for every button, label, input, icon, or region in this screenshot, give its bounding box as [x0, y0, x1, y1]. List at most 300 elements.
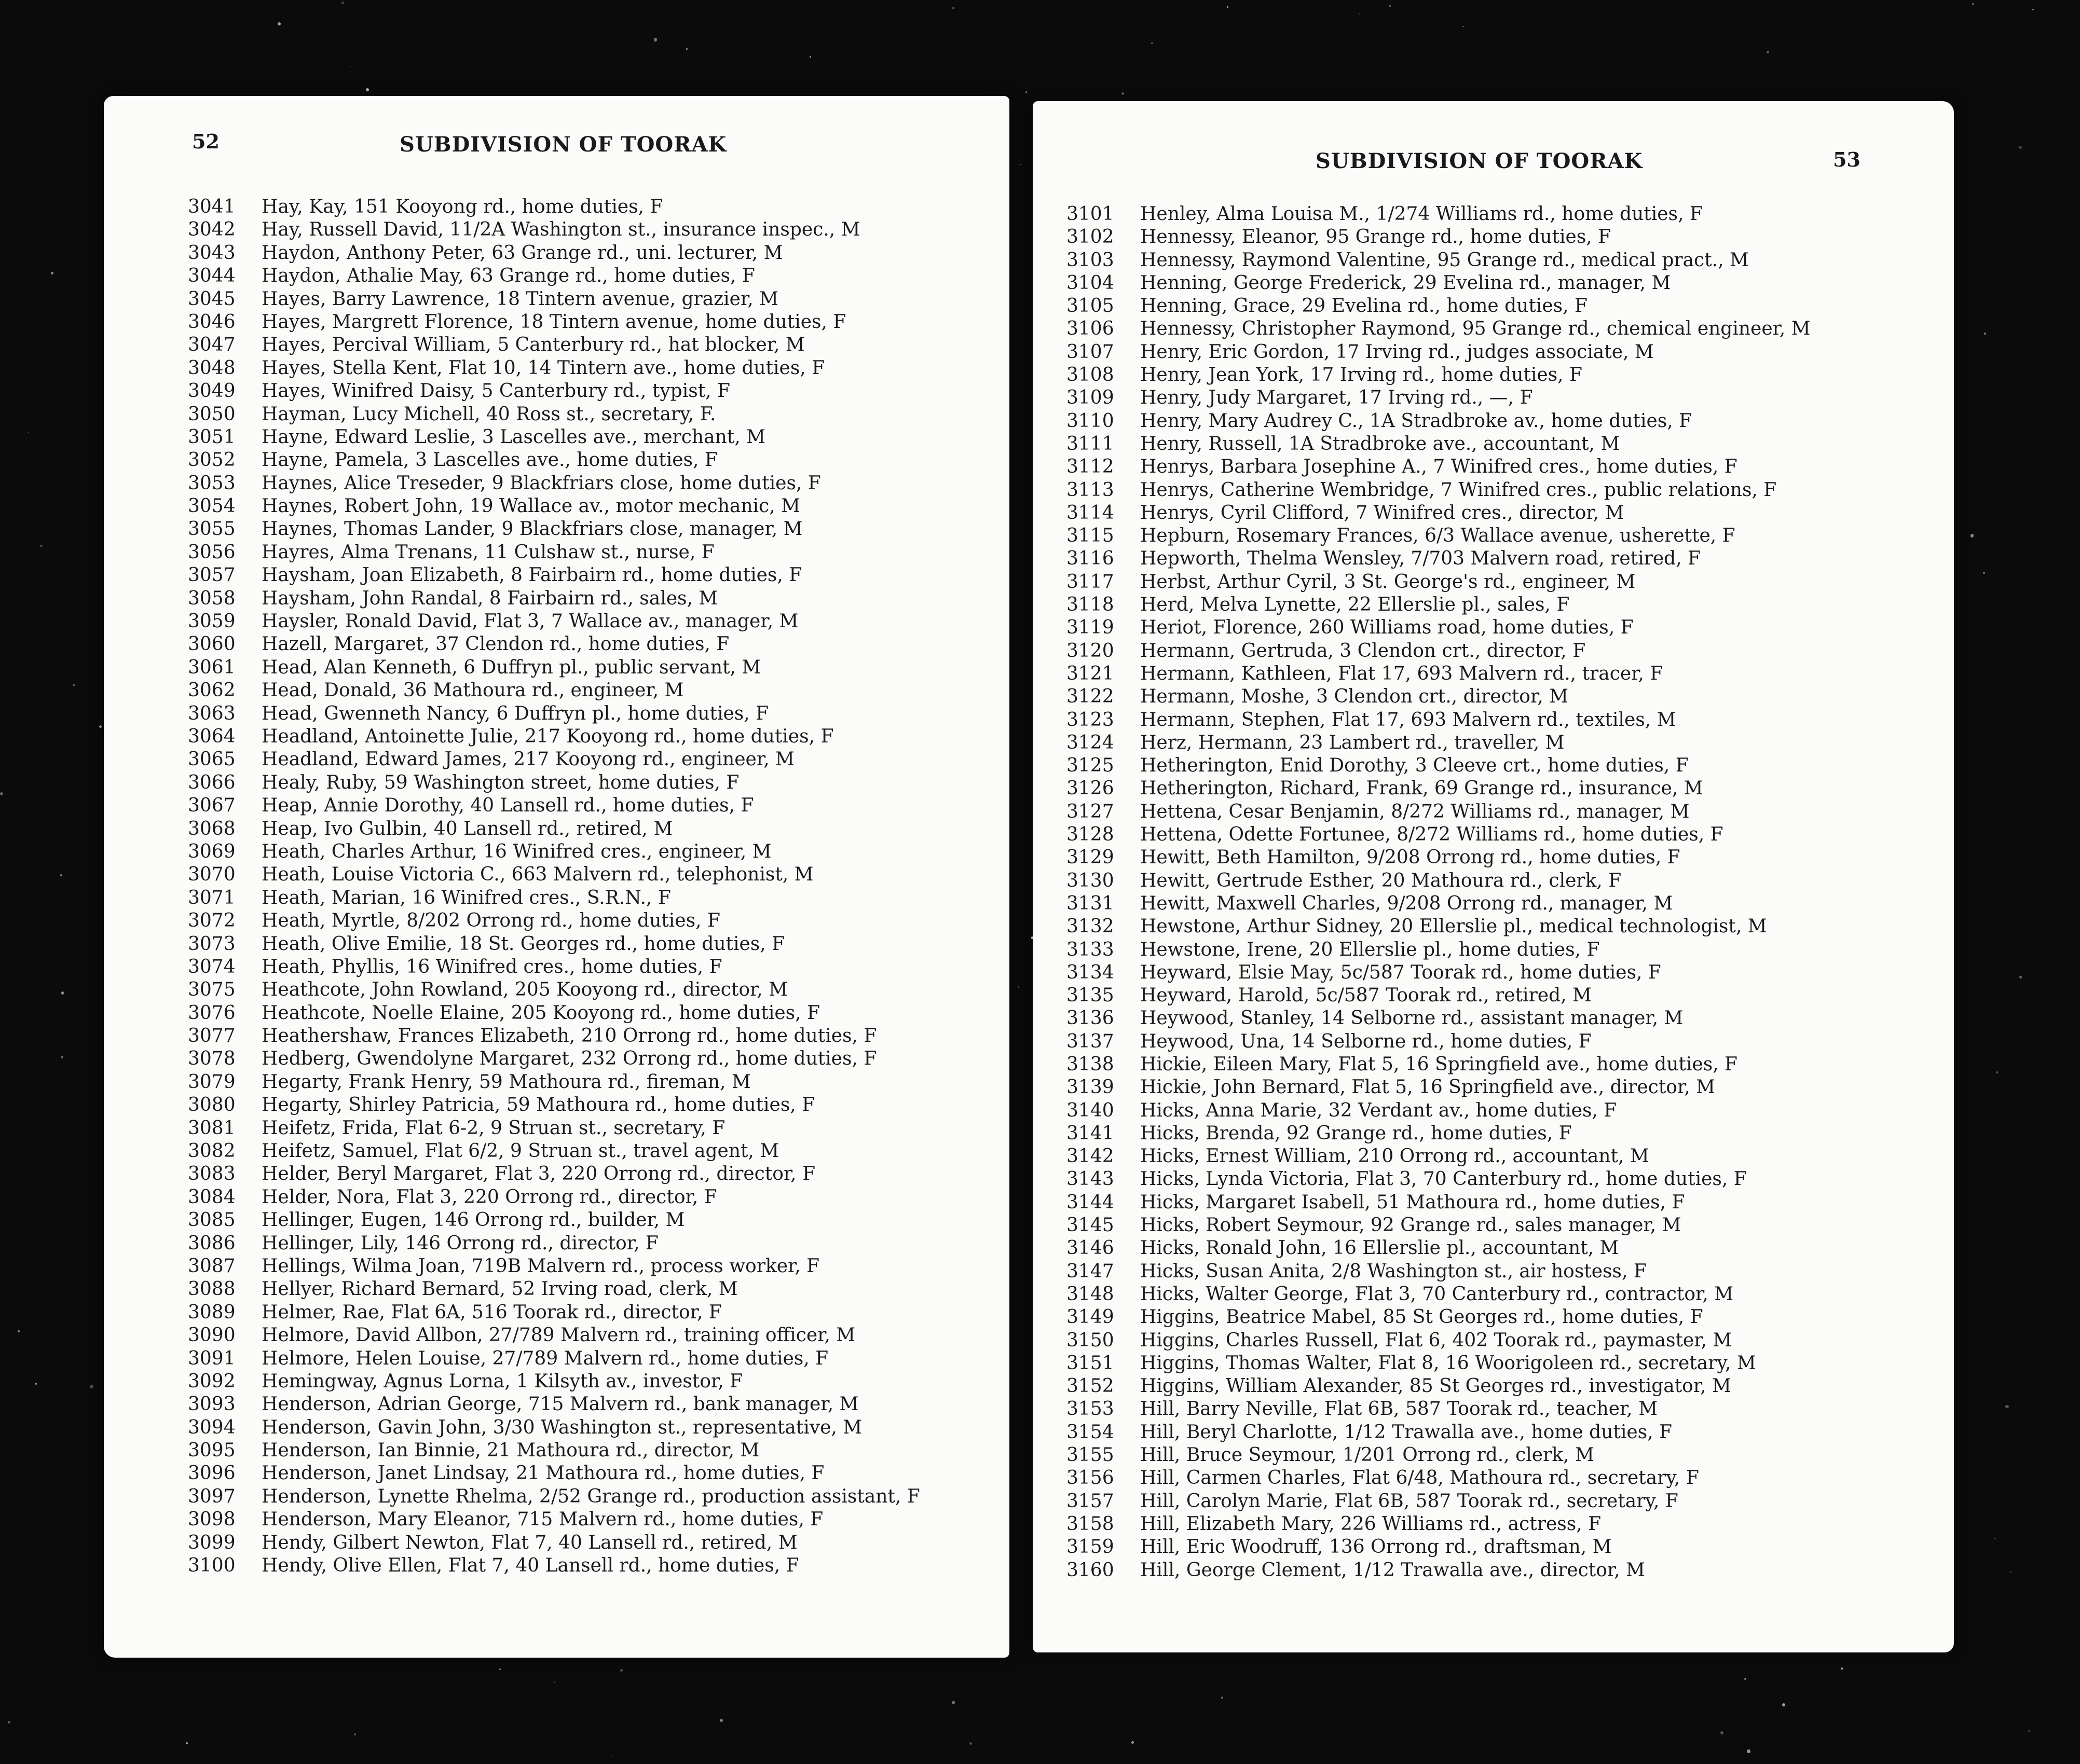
entry-text: Hicks, Brenda, 92 Grange rd., home duties, F [1140, 1122, 1572, 1144]
entry-number: 3111 [1066, 433, 1114, 454]
list-item [1033, 295, 1954, 318]
entry-text: Hayne, Pamela, 3 Lascelles ave., home duties, F [262, 449, 718, 471]
list-item [104, 1462, 1009, 1485]
entry-text: Hickie, John Bernard, Flat 5, 16 Springfield ave., director, M [1140, 1077, 1715, 1098]
entry-number: 3048 [188, 357, 236, 379]
film-grain-speck [1462, 26, 1464, 27]
entry-number: 3076 [188, 1002, 236, 1024]
list-item [1033, 939, 1954, 961]
entry-number: 3137 [1066, 1030, 1114, 1052]
entry-text: Higgins, William Alexander, 85 St Georges rd., investigator, M [1140, 1375, 1731, 1397]
film-grain-speck [1994, 1538, 1996, 1539]
list-item [1033, 846, 1954, 869]
film-grain-speck [1221, 1697, 1223, 1698]
entry-number: 3062 [188, 680, 236, 701]
list-item [1033, 1352, 1954, 1375]
entry-text: Hermann, Stephen, Flat 17, 693 Malvern rd., textiles, M [1140, 709, 1676, 731]
entry-text: Hellinger, Lily, 146 Orrong rd., director, F [262, 1232, 659, 1254]
film-grain-speck [51, 272, 54, 275]
list-item [104, 818, 1009, 840]
entry-text: Hicks, Ronald John, 16 Ellerslie pl., accountant, M [1140, 1237, 1619, 1259]
entry-text: Henry, Jean York, 17 Irving rd., home duties, F [1140, 364, 1582, 386]
film-grain-speck [1841, 1667, 1843, 1670]
entry-text: Hermann, Kathleen, Flat 17, 693 Malvern rd., tracer, F [1140, 663, 1663, 684]
entry-text: Heathcote, Noelle Elaine, 205 Kooyong rd., home duties, F [262, 1002, 820, 1024]
entry-text: Haysham, Joan Elizabeth, 8 Fairbairn rd., home duties, F [262, 564, 802, 586]
entry-text: Herz, Hermann, 23 Lambert rd., traveller, M [1140, 732, 1565, 753]
list-item [104, 518, 1009, 541]
list-item [104, 679, 1009, 702]
entry-number: 3105 [1066, 295, 1114, 317]
entry-number: 3126 [1066, 778, 1114, 800]
entry-number: 3086 [188, 1232, 236, 1254]
entry-number: 3104 [1066, 272, 1114, 294]
entry-number: 3063 [188, 702, 236, 724]
list-item [104, 748, 1009, 771]
entry-text: Hennessy, Eleanor, 95 Grange rd., home duties, F [1140, 226, 1611, 248]
entry-number: 3130 [1066, 870, 1114, 891]
entry-text: Henning, Grace, 29 Evelina rd., home duties, F [1140, 295, 1588, 317]
film-grain-speck [2010, 1572, 2011, 1573]
entry-number: 3148 [1066, 1283, 1114, 1305]
entry-text: Heath, Louise Victoria C., 663 Malvern rd., telephonist, M [262, 864, 814, 886]
film-grain-speck [1359, 13, 1360, 15]
entry-number: 3054 [188, 495, 236, 517]
list-item [104, 1255, 1009, 1278]
entry-number: 3103 [1066, 249, 1114, 271]
list-item [104, 656, 1009, 679]
list-item [104, 702, 1009, 725]
entry-number: 3060 [188, 633, 236, 655]
entry-number: 3121 [1066, 663, 1114, 684]
list-item [104, 725, 1009, 748]
entry-number: 3125 [1066, 755, 1114, 777]
film-grain-speck [350, 66, 351, 67]
entry-text: Haysham, John Randal, 8 Fairbairn rd., sales, M [262, 587, 718, 609]
entry-number: 3072 [188, 910, 236, 932]
entry-text: Hicks, Lynda Victoria, Flat 3, 70 Canterbury rd., home duties, F [1140, 1168, 1747, 1190]
list-item [104, 1554, 1009, 1577]
film-grain-speck [0, 792, 3, 795]
entry-text: Higgins, Beatrice Mabel, 85 St Georges rd., home duties, F [1140, 1306, 1703, 1328]
entry-number: 3109 [1066, 387, 1114, 409]
film-grain-speck [1970, 534, 1974, 537]
film-grain-speck [1767, 51, 1769, 53]
entry-number: 3146 [1066, 1237, 1114, 1259]
entry-number: 3157 [1066, 1490, 1114, 1512]
entry-number: 3079 [188, 1071, 236, 1093]
film-grain-speck [28, 432, 30, 433]
entry-number: 3114 [1066, 502, 1114, 523]
entry-number: 3154 [1066, 1421, 1114, 1443]
film-grain-speck [1020, 164, 1021, 165]
entry-text: Herbst, Arthur Cyril, 3 St. George's rd., engineer, M [1140, 571, 1636, 592]
film-grain-speck [2019, 146, 2022, 149]
page-header: SUBDIVISION OF TOORAK [400, 132, 727, 157]
entry-text: Heathcote, John Rowland, 205 Kooyong rd., director, M [262, 979, 788, 1001]
entry-text: Helder, Nora, Flat 3, 220 Orrong rd., director, F [262, 1186, 717, 1208]
entry-number: 3075 [188, 979, 236, 1001]
entry-text: Helmore, David Allbon, 27/789 Malvern rd., training officer, M [262, 1325, 856, 1346]
list-item [104, 771, 1009, 794]
entry-text: Hill, Bruce Seymour, 1/201 Orrong rd., clerk, M [1140, 1444, 1594, 1466]
entry-text: Heath, Olive Emilie, 18 St. Georges rd., home duties, F [262, 933, 785, 955]
film-grain-speck [1131, 1741, 1134, 1744]
entry-number: 3067 [188, 795, 236, 817]
list-item [104, 1278, 1009, 1301]
entry-number: 3068 [188, 818, 236, 839]
list-item [1033, 685, 1954, 708]
entry-number: 3085 [188, 1209, 236, 1231]
entry-text: Hettena, Cesar Benjamin, 8/272 Williams rd., manager, M [1140, 801, 1690, 822]
list-item [104, 1508, 1009, 1531]
list-item [104, 887, 1009, 909]
entry-text: Hepburn, Rosemary Frances, 6/3 Wallace avenue, usherette, F [1140, 525, 1735, 547]
list-item [104, 1301, 1009, 1324]
entry-number: 3118 [1066, 594, 1114, 616]
film-grain-speck [366, 88, 370, 92]
entry-number: 3108 [1066, 364, 1114, 386]
entry-number: 3093 [188, 1394, 236, 1415]
entry-text: Higgins, Thomas Walter, Flat 8, 16 Woorigoleen rd., secretary, M [1140, 1352, 1756, 1374]
list-item [1033, 1375, 1954, 1398]
entry-text: Hennessy, Raymond Valentine, 95 Grange rd., medical pract., M [1140, 249, 1749, 271]
entry-number: 3080 [188, 1094, 236, 1116]
film-grain-speck [341, 2, 344, 4]
entry-text: Hewitt, Maxwell Charles, 9/208 Orrong rd., manager, M [1140, 892, 1673, 914]
list-item [104, 863, 1009, 886]
entry-text: Hetherington, Richard, Frank, 69 Grange rd., insurance, M [1140, 778, 1703, 800]
entry-text: Henderson, Ian Binnie, 21 Mathoura rd., director, M [262, 1440, 760, 1462]
entry-number: 3133 [1066, 939, 1114, 960]
right-page [1033, 101, 1954, 1652]
entry-number: 3120 [1066, 640, 1114, 662]
entry-number: 3052 [188, 449, 236, 471]
entry-text: Hennessy, Christopher Raymond, 95 Grange rd., chemical engineer, M [1140, 318, 1811, 340]
entry-number: 3115 [1066, 525, 1114, 547]
entry-text: Hepworth, Thelma Wensley, 7/703 Malvern road, retired, F [1140, 548, 1701, 570]
film-grain-speck [1972, 3, 1974, 5]
entry-text: Heath, Marian, 16 Winifred cres., S.R.N., F [262, 887, 671, 908]
entry-number: 3045 [188, 288, 236, 310]
entry-number: 3057 [188, 564, 236, 586]
entry-text: Heifetz, Frida, Flat 6-2, 9 Struan st., secretary, F [262, 1117, 726, 1139]
entry-text: Heap, Annie Dorothy, 40 Lansell rd., home duties, F [262, 795, 754, 817]
entry-text: Hayes, Barry Lawrence, 18 Tintern avenue, grazier, M [262, 288, 778, 310]
entry-text: Hill, Beryl Charlotte, 1/12 Trawalla ave., home duties, F [1140, 1421, 1673, 1443]
film-grain-speck [2028, 1730, 2030, 1732]
entry-text: Henley, Alma Louisa M., 1/274 Williams rd., home duties, F [1140, 203, 1703, 225]
list-item [1033, 1007, 1954, 1030]
entry-text: Hegarty, Shirley Patricia, 59 Mathoura rd., home duties, F [262, 1094, 815, 1116]
film-grain-speck [35, 1383, 37, 1385]
entry-text: Hicks, Robert Seymour, 92 Grange rd., sales manager, M [1140, 1215, 1681, 1236]
list-item [1033, 1237, 1954, 1260]
electoral-roll-list [104, 196, 1009, 1577]
film-grain-speck [60, 874, 62, 876]
entry-number: 3119 [1066, 617, 1114, 639]
list-item [104, 1140, 1009, 1163]
entry-number: 3128 [1066, 824, 1114, 846]
list-item [1033, 1559, 1954, 1582]
list-item [104, 218, 1009, 241]
film-grain-speck [1121, 92, 1124, 94]
film-grain-speck [969, 1742, 972, 1745]
entry-text: Henry, Russell, 1A Stradbroke ave., accountant, M [1140, 433, 1620, 454]
list-item [1033, 870, 1954, 892]
list-item [104, 265, 1009, 287]
entry-text: Henderson, Janet Lindsay, 21 Mathoura rd., home duties, F [262, 1463, 825, 1484]
entry-text: Hermann, Gertruda, 3 Clendon crt., director, F [1140, 640, 1586, 662]
entry-text: Hill, Carolyn Marie, Flat 6B, 587 Toorak rd., secretary, F [1140, 1490, 1678, 1512]
film-grain-speck [1747, 1749, 1750, 1753]
list-item [1033, 1467, 1954, 1490]
list-item [1033, 547, 1954, 570]
entry-text: Henderson, Mary Eleanor, 715 Malvern rd., home duties, F [262, 1509, 824, 1531]
entry-text: Hetherington, Enid Dorothy, 3 Cleeve crt., home duties, F [1140, 755, 1689, 777]
entry-number: 3156 [1066, 1467, 1114, 1489]
list-item [104, 1439, 1009, 1462]
entry-number: 3142 [1066, 1146, 1114, 1167]
entry-number: 3101 [1066, 203, 1114, 225]
film-grain-speck [90, 1385, 93, 1388]
film-grain-speck [952, 1701, 955, 1704]
entry-text: Hill, Elizabeth Mary, 226 Williams rd., actress, F [1140, 1513, 1602, 1535]
entry-text: Hazell, Margaret, 37 Clendon rd., home duties, F [262, 633, 730, 655]
entry-text: Hayes, Percival William, 5 Canterbury rd., hat blocker, M [262, 334, 805, 356]
list-item [104, 933, 1009, 956]
entry-number: 3078 [188, 1048, 236, 1070]
entry-text: Hicks, Ernest William, 210 Orrong rd., accountant, M [1140, 1146, 1649, 1167]
entry-number: 3077 [188, 1025, 236, 1047]
entry-number: 3047 [188, 334, 236, 356]
entry-number: 3042 [188, 219, 236, 241]
list-item [1033, 1421, 1954, 1444]
entry-text: Hermann, Moshe, 3 Clendon crt., director, M [1140, 686, 1568, 708]
entry-number: 3074 [188, 956, 236, 977]
list-item [104, 449, 1009, 472]
entry-text: Head, Alan Kenneth, 6 Duffryn pl., public servant, M [262, 656, 761, 678]
list-item [104, 1094, 1009, 1117]
list-item [104, 196, 1009, 218]
entry-text: Hedberg, Gwendolyne Margaret, 232 Orrong rd., home duties, F [262, 1048, 877, 1070]
list-item [104, 426, 1009, 449]
entry-number: 3091 [188, 1347, 236, 1369]
entry-number: 3123 [1066, 709, 1114, 731]
entry-text: Henry, Eric Gordon, 17 Irving rd., judges associate, M [1140, 341, 1654, 363]
entry-text: Henderson, Lynette Rhelma, 2/52 Grange rd., production assistant, F [262, 1485, 920, 1507]
entry-text: Henderson, Gavin John, 3/30 Washington st., representative, M [262, 1416, 863, 1438]
entry-number: 3131 [1066, 892, 1114, 914]
list-item [1033, 203, 1954, 226]
film-grain-speck [1744, 1678, 1746, 1680]
entry-text: Hettena, Odette Fortunee, 8/272 Williams rd., home duties, F [1140, 824, 1723, 846]
entry-number: 3122 [1066, 686, 1114, 708]
list-item [104, 1117, 1009, 1140]
list-item [1033, 823, 1954, 846]
entry-number: 3082 [188, 1140, 236, 1162]
entry-text: Hicks, Walter George, Flat 3, 70 Canterbury rd., contractor, M [1140, 1283, 1734, 1305]
list-item [1033, 1122, 1954, 1145]
list-item [1033, 616, 1954, 639]
entry-text: Henning, George Frederick, 29 Evelina rd., manager, M [1140, 272, 1671, 294]
entry-text: Hewstone, Arthur Sidney, 20 Ellerslie pl., medical technologist, M [1140, 916, 1767, 938]
film-grain-speck [499, 1669, 501, 1670]
entry-number: 3144 [1066, 1191, 1114, 1213]
entry-number: 3135 [1066, 985, 1114, 1007]
list-item [104, 1532, 1009, 1554]
film-grain-speck [1983, 572, 1985, 574]
entry-number: 3141 [1066, 1122, 1114, 1144]
list-item [104, 541, 1009, 564]
list-item [1033, 754, 1954, 777]
entry-number: 3145 [1066, 1215, 1114, 1236]
list-item [1033, 1145, 1954, 1168]
entry-number: 3152 [1066, 1375, 1114, 1397]
page-header: SUBDIVISION OF TOORAK [1316, 149, 1643, 173]
film-grain-speck [73, 684, 75, 686]
entry-number: 3089 [188, 1301, 236, 1323]
list-item [1033, 318, 1954, 340]
film-grain-speck [99, 725, 102, 728]
film-grain-speck [1227, 6, 1228, 8]
entry-text: Heyward, Harold, 5c/587 Toorak rd., retired, M [1140, 985, 1592, 1007]
list-item [104, 1186, 1009, 1209]
entry-text: Haynes, Robert John, 19 Wallace av., motor mechanic, M [262, 495, 800, 517]
film-grain-speck [810, 56, 811, 58]
list-item [104, 1163, 1009, 1186]
list-item [1033, 1260, 1954, 1283]
entry-number: 3070 [188, 864, 236, 886]
entry-number: 3065 [188, 749, 236, 770]
list-item [104, 1416, 1009, 1439]
entry-text: Headland, Antoinette Julie, 217 Kooyong rd., home duties, F [262, 725, 834, 747]
list-item [104, 1071, 1009, 1094]
entry-text: Hill, Barry Neville, Flat 6B, 587 Toorak rd., teacher, M [1140, 1398, 1658, 1420]
entry-number: 3073 [188, 933, 236, 955]
film-grain-speck [1031, 936, 1034, 939]
entry-number: 3160 [1066, 1559, 1114, 1581]
entry-text: Hayman, Lucy Michell, 40 Ross st., secretary, F. [262, 403, 716, 425]
entry-number: 3159 [1066, 1536, 1114, 1558]
list-item [104, 610, 1009, 633]
list-item [1033, 1191, 1954, 1214]
list-item [104, 1393, 1009, 1416]
entry-text: Haynes, Thomas Lander, 9 Blackfriars close, manager, M [262, 518, 803, 540]
entry-text: Hayne, Edward Leslie, 3 Lascelles ave., merchant, M [262, 426, 765, 448]
film-grain-speck [720, 1719, 723, 1722]
entry-text: Hellinger, Eugen, 146 Orrong rd., builder, M [262, 1209, 685, 1231]
list-item [104, 587, 1009, 610]
entry-number: 3055 [188, 518, 236, 540]
film-grain-speck [1025, 91, 1027, 93]
entry-number: 3087 [188, 1255, 236, 1277]
film-grain-speck [18, 1330, 20, 1332]
list-item [1033, 1306, 1954, 1329]
electoral-roll-list [1033, 203, 1954, 1582]
entry-number: 3098 [188, 1509, 236, 1531]
entry-number: 3066 [188, 771, 236, 793]
film-grain-speck [554, 1682, 555, 1683]
entry-text: Hay, Kay, 151 Kooyong rd., home duties, F [262, 196, 663, 217]
entry-number: 3127 [1066, 801, 1114, 822]
list-item [1033, 1168, 1954, 1191]
list-item [104, 1347, 1009, 1370]
film-grain-speck [61, 1056, 63, 1058]
list-item [104, 1209, 1009, 1232]
list-item [1033, 892, 1954, 915]
list-item [104, 1485, 1009, 1508]
film-grain-speck [686, 48, 687, 49]
list-item [1033, 801, 1954, 823]
film-grain-speck [40, 545, 43, 547]
entry-number: 3061 [188, 656, 236, 678]
list-item [1033, 1444, 1954, 1467]
entry-number: 3094 [188, 1416, 236, 1438]
entry-text: Hicks, Margaret Isabell, 51 Mathoura rd., home duties, F [1140, 1191, 1685, 1213]
list-item [1033, 1099, 1954, 1122]
list-item [1033, 502, 1954, 525]
list-item [104, 403, 1009, 426]
list-item [1033, 640, 1954, 663]
list-item [1033, 387, 1954, 409]
list-item [104, 1232, 1009, 1255]
list-item [1033, 961, 1954, 984]
entry-number: 3064 [188, 725, 236, 747]
entry-number: 3139 [1066, 1077, 1114, 1098]
list-item [104, 1025, 1009, 1048]
entry-text: Herd, Melva Lynette, 22 Ellerslie pl., sales, F [1140, 594, 1570, 616]
entry-number: 3110 [1066, 410, 1114, 432]
entry-number: 3046 [188, 311, 236, 333]
entry-number: 3112 [1066, 456, 1114, 478]
film-grain-speck [1720, 1731, 1723, 1734]
list-item [1033, 663, 1954, 685]
entry-number: 3050 [188, 403, 236, 425]
list-item [1033, 1214, 1954, 1237]
entry-number: 3084 [188, 1186, 236, 1208]
film-grain-speck [952, 7, 954, 9]
entry-text: Hickie, Eileen Mary, Flat 5, 16 Springfield ave., home duties, F [1140, 1053, 1738, 1075]
film-grain-speck [2019, 976, 2022, 979]
film-grain-speck [1018, 986, 1020, 988]
list-item [1033, 1513, 1954, 1536]
entry-text: Heywood, Una, 14 Selborne rd., home duties, F [1140, 1030, 1592, 1052]
list-item [1033, 226, 1954, 249]
entry-text: Headland, Edward James, 217 Kooyong rd., engineer, M [262, 749, 795, 770]
entry-text: Hayes, Margrett Florence, 18 Tintern avenue, home duties, F [262, 311, 846, 333]
list-item [1033, 272, 1954, 295]
entry-number: 3043 [188, 242, 236, 264]
film-grain-speck [2032, 9, 2033, 10]
film-grain-speck [354, 1733, 356, 1735]
list-item [1033, 1490, 1954, 1513]
entry-text: Head, Gwenneth Nancy, 6 Duffryn pl., home duties, F [262, 702, 769, 724]
list-item [104, 472, 1009, 495]
entry-number: 3051 [188, 426, 236, 448]
list-item [1033, 1536, 1954, 1559]
entry-text: Hicks, Susan Anita, 2/8 Washington st., air hostess, F [1140, 1260, 1647, 1282]
list-item [1033, 915, 1954, 938]
entry-number: 3136 [1066, 1008, 1114, 1029]
film-grain-speck [611, 1756, 612, 1757]
entry-number: 3069 [188, 840, 236, 862]
list-item [1033, 984, 1954, 1007]
entry-number: 3100 [188, 1555, 236, 1577]
film-grain-speck [278, 22, 281, 25]
entry-text: Heriot, Florence, 260 Williams road, home duties, F [1140, 617, 1634, 639]
list-item [1033, 249, 1954, 272]
